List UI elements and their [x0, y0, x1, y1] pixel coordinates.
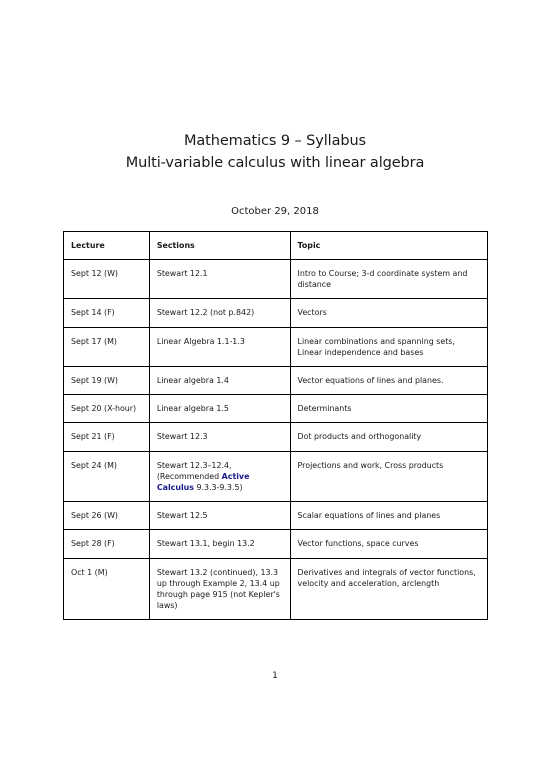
header-sections: Sections [149, 232, 290, 260]
header-lecture: Lecture [64, 232, 150, 260]
lecture-cell: Sept 17 (M) [64, 327, 150, 366]
table-row [64, 530, 488, 558]
topic-cell: Derivatives and integrals of vector functions, velocity and acceleration, arclength [290, 558, 487, 620]
sections-cell: Stewart 12.3 [149, 423, 290, 451]
table-row [64, 395, 488, 423]
sections-cell: Stewart 13.2 (continued), 13.3 up through Example 2, 13.4 up through page 915 (not Kepler's laws) [149, 558, 290, 620]
document-subtitle: Multi-variable calculus with linear algebra [125, 155, 425, 171]
table-row [64, 260, 488, 299]
topic-cell: Determinants [290, 395, 487, 423]
sections-cell: Stewart 12.1 [149, 260, 290, 299]
sections-cell: Stewart 12.5 [149, 502, 290, 530]
sections-cell: Linear Algebra 1.1-1.3 [149, 327, 290, 366]
table-row [64, 367, 488, 395]
sections-cell: Stewart 13.1, begin 13.2 [149, 530, 290, 558]
sections-recommended-prefix: (Recommended [156, 471, 222, 481]
sections-cell: Linear algebra 1.4 [149, 367, 290, 395]
table-row [64, 502, 488, 530]
table-row [64, 558, 488, 620]
lecture-cell: Sept 24 (M) [64, 451, 150, 502]
document-date: October 29, 2018 [231, 206, 319, 217]
lecture-cell: Sept 28 (F) [64, 530, 150, 558]
table-row [64, 299, 488, 327]
topic-cell: Projections and work, Cross products [290, 451, 487, 502]
sections-cell [149, 451, 290, 502]
active-calculus-link[interactable]: Active Calculus [156, 471, 250, 493]
table-row [64, 423, 488, 451]
sections-cell: Linear algebra 1.5 [149, 395, 290, 423]
document-title: Mathematics 9 – Syllabus [183, 133, 367, 149]
topic-cell: Vectors [290, 299, 487, 327]
lecture-cell: Oct 1 (M) [64, 558, 150, 620]
page-number: 1 [272, 671, 278, 681]
table-row [64, 451, 488, 502]
syllabus-table [63, 231, 488, 620]
topic-cell: Dot products and orthogonality [290, 423, 487, 451]
sections-cell: Stewart 12.2 (not p.842) [149, 299, 290, 327]
lecture-cell: Sept 20 (X-hour) [64, 395, 150, 423]
topic-cell: Scalar equations of lines and planes [290, 502, 487, 530]
table-header-row [64, 232, 488, 260]
topic-cell: Linear combinations and spanning sets, Linear independence and bases [290, 327, 487, 366]
table-row [64, 327, 488, 366]
sections-text: Stewart 12.3–12.4, [156, 460, 232, 470]
lecture-cell: Sept 26 (W) [64, 502, 150, 530]
topic-cell: Vector equations of lines and planes. [290, 367, 487, 395]
lecture-cell: Sept 14 (F) [64, 299, 150, 327]
lecture-cell: Sept 12 (W) [64, 260, 150, 299]
lecture-cell: Sept 19 (W) [64, 367, 150, 395]
lecture-cell: Sept 21 (F) [64, 423, 150, 451]
title-block [0, 130, 550, 174]
topic-cell: Intro to Course; 3-d coordinate system and distance [290, 260, 487, 299]
header-topic: Topic [290, 232, 487, 260]
topic-cell: Vector functions, space curves [290, 530, 487, 558]
sections-recommended-suffix: 9.3.3-9.3.5) [193, 483, 243, 493]
